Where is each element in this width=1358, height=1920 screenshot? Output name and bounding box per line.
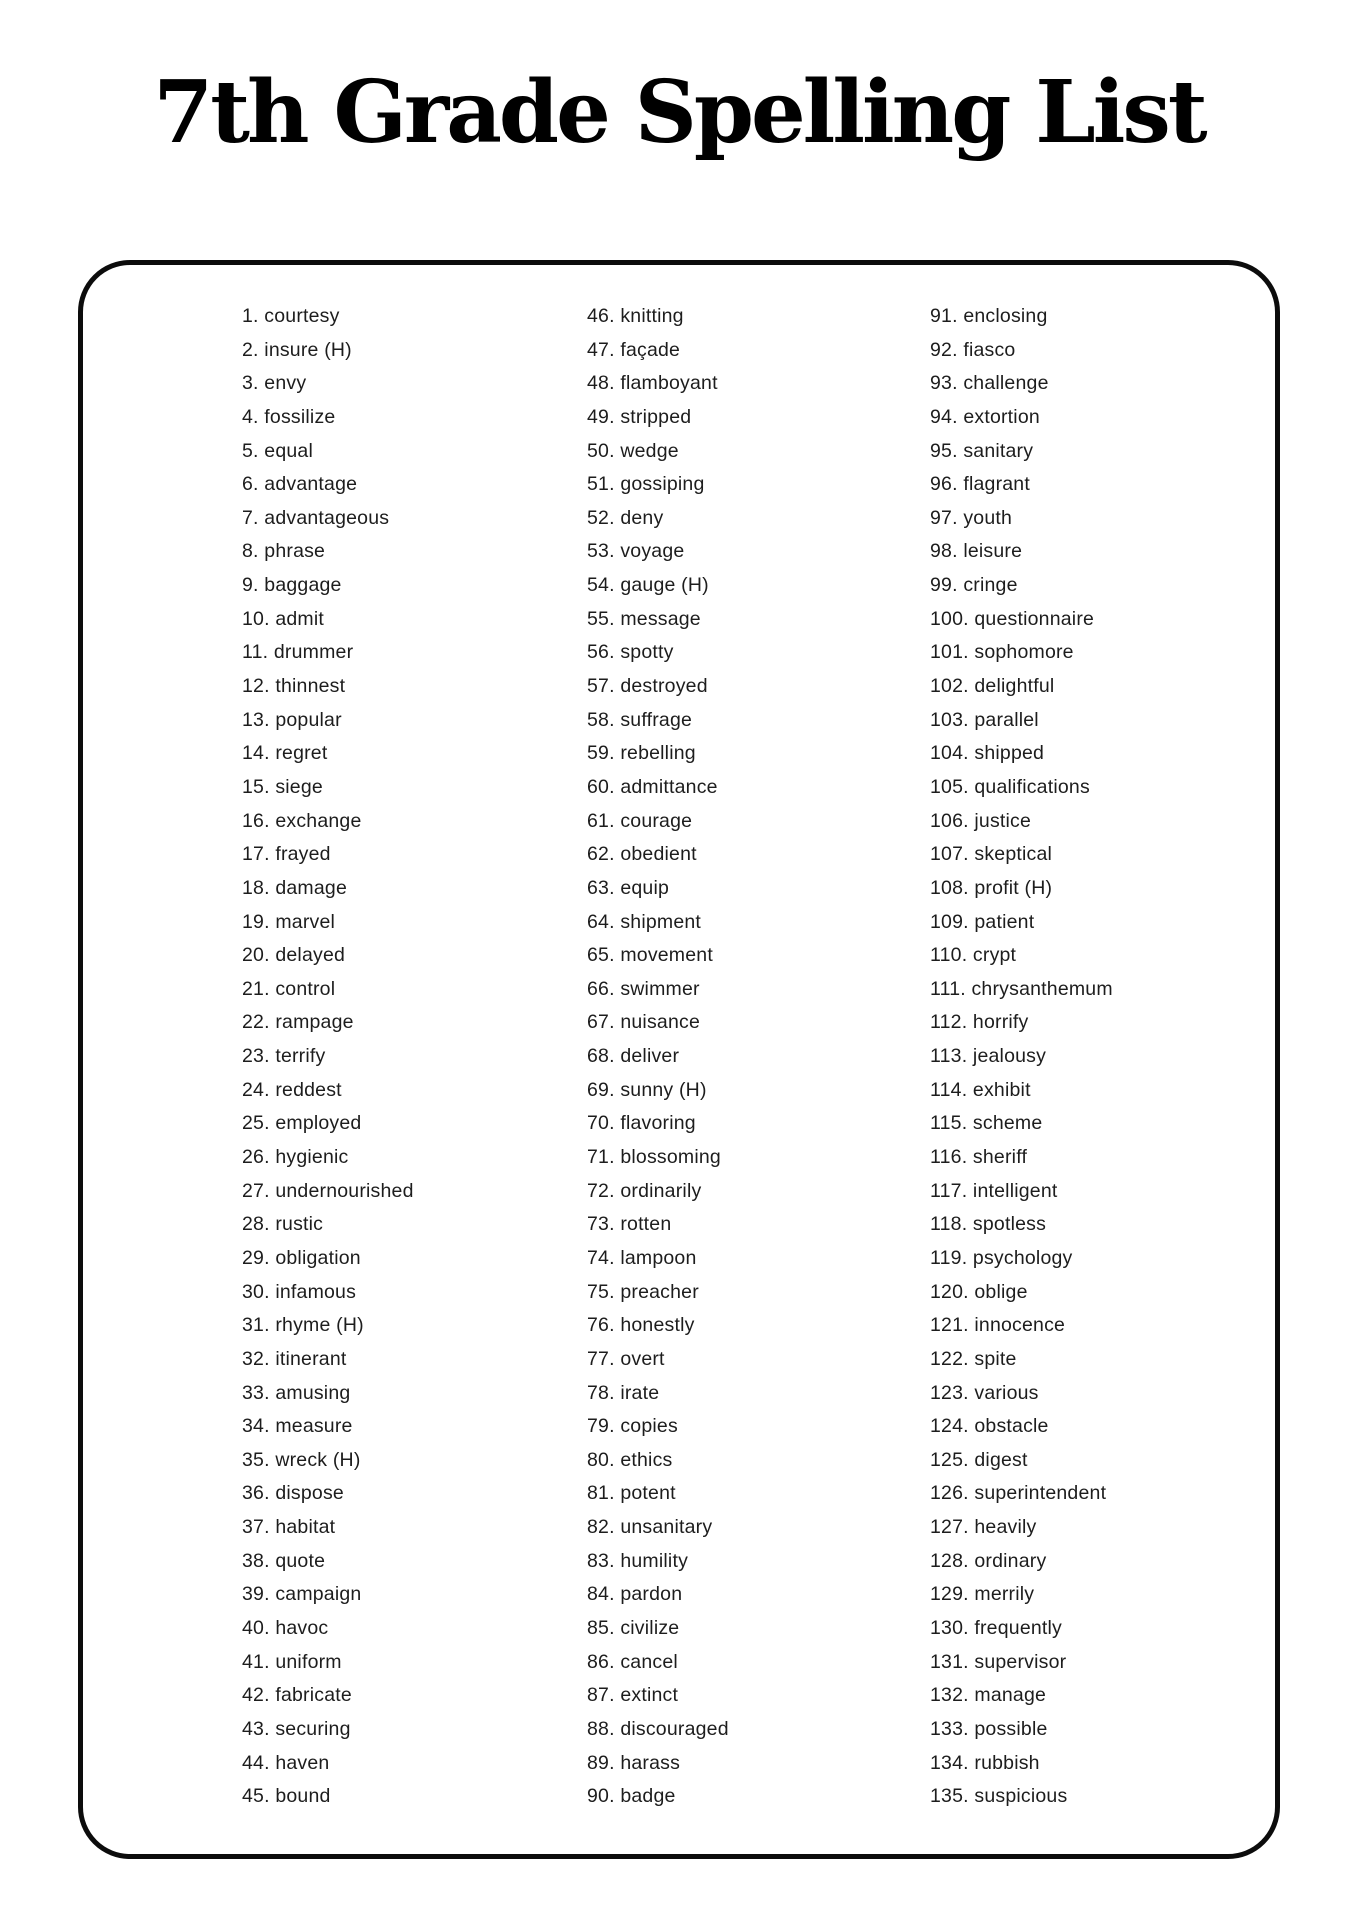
- list-item: 15. siege: [242, 775, 323, 798]
- list-item: 9. baggage: [242, 574, 342, 597]
- list-item: 91. enclosing: [930, 305, 1048, 327]
- list-item: 77. overt: [587, 1347, 665, 1370]
- list-item: 36. dispose: [242, 1482, 344, 1505]
- list-item: 123. various: [930, 1381, 1039, 1404]
- list-item: 34. measure: [242, 1415, 353, 1438]
- list-item: 85. civilize: [587, 1616, 680, 1639]
- list-item: 51. gossiping: [587, 473, 705, 496]
- list-item: 52. deny: [587, 506, 664, 529]
- list-item: 56. spotty: [587, 641, 674, 664]
- list-item: 2. insure (H): [242, 338, 352, 361]
- list-item: 38. quote: [242, 1549, 326, 1572]
- list-item: 107. skeptical: [930, 843, 1053, 866]
- list-item: 61. courage: [587, 809, 693, 832]
- list-item: 31. rhyme (H): [242, 1314, 364, 1337]
- list-item: 19. marvel: [242, 910, 336, 933]
- list-item: 41. uniform: [242, 1650, 342, 1673]
- list-item: 94. extortion: [930, 405, 1040, 428]
- list-item: 88. discouraged: [587, 1717, 729, 1740]
- list-item: 70. flavoring: [587, 1112, 696, 1135]
- list-item: 103. parallel: [930, 708, 1039, 731]
- list-item: 4. fossilize: [242, 405, 336, 428]
- list-item: 117. intelligent: [930, 1179, 1058, 1202]
- list-item: 76. honestly: [587, 1314, 695, 1337]
- list-item: 18. damage: [242, 876, 347, 899]
- list-item: 8. phrase: [242, 540, 326, 563]
- list-item: 101. sophomore: [930, 641, 1074, 664]
- list-item: 115. scheme: [930, 1112, 1043, 1135]
- list-item: 125. digest: [930, 1448, 1028, 1471]
- list-item: 72. ordinarily: [587, 1179, 702, 1202]
- list-item: 23. terrify: [242, 1045, 326, 1068]
- list-item: 17. frayed: [242, 843, 331, 866]
- list-item: 39. campaign: [242, 1583, 362, 1606]
- list-item: 120. oblige: [930, 1280, 1028, 1303]
- list-item: 25. employed: [242, 1112, 362, 1135]
- list-item: 82. unsanitary: [587, 1516, 713, 1539]
- list-item: 112. horrify: [930, 1011, 1029, 1034]
- list-item: 10. admit: [242, 607, 325, 630]
- list-item: 134. rubbish: [930, 1751, 1040, 1774]
- list-item: 48. flamboyant: [587, 372, 718, 395]
- list-item: 110. crypt: [930, 944, 1017, 967]
- list-item: 26. hygienic: [242, 1146, 349, 1169]
- list-item: 47. façade: [587, 338, 681, 361]
- list-item: 58. suffrage: [587, 708, 693, 731]
- list-item: 111. chrysanthemum: [930, 977, 1113, 1000]
- list-item: 32. itinerant: [242, 1347, 347, 1370]
- list-item: 97. youth: [930, 506, 1013, 529]
- list-item: 27. undernourished: [242, 1179, 414, 1202]
- list-item: 53. voyage: [587, 540, 685, 563]
- list-item: 80. ethics: [587, 1448, 673, 1471]
- list-item: 66. swimmer: [587, 977, 700, 1000]
- list-item: 78. irate: [587, 1381, 660, 1404]
- list-item: 45. bound: [242, 1785, 331, 1808]
- list-item: 16. exchange: [242, 809, 362, 832]
- list-item: 99. cringe: [930, 574, 1018, 597]
- word-column-1: [242, 300, 414, 1814]
- list-item: 95. sanitary: [930, 439, 1034, 462]
- list-item: 118. spotless: [930, 1213, 1047, 1236]
- list-item: 12. thinnest: [242, 675, 346, 698]
- list-item: 1. courtesy: [242, 305, 340, 327]
- list-item: 6. advantage: [242, 473, 358, 496]
- list-item: 129. merrily: [930, 1583, 1035, 1606]
- list-item: 86. cancel: [587, 1650, 678, 1673]
- list-item: 54. gauge (H): [587, 574, 709, 597]
- list-item: 11. drummer: [242, 641, 354, 664]
- list-item: 14. regret: [242, 742, 328, 765]
- list-item: 108. profit (H): [930, 876, 1053, 899]
- list-item: 89. harass: [587, 1751, 681, 1774]
- list-item: 128. ordinary: [930, 1549, 1047, 1572]
- list-item: 79. copies: [587, 1415, 678, 1438]
- list-item: 28. rustic: [242, 1213, 324, 1236]
- list-item: 105. qualifications: [930, 775, 1090, 798]
- list-item: 65. movement: [587, 944, 713, 967]
- list-item: 44. haven: [242, 1751, 330, 1774]
- list-item: 109. patient: [930, 910, 1035, 933]
- list-item: 13. popular: [242, 708, 342, 731]
- list-item: 64. shipment: [587, 910, 702, 933]
- list-item: 42. fabricate: [242, 1684, 352, 1707]
- list-item: 57. destroyed: [587, 675, 708, 698]
- list-item: 100. questionnaire: [930, 607, 1095, 630]
- list-item: 92. fiasco: [930, 338, 1016, 361]
- list-item: 35. wreck (H): [242, 1448, 361, 1471]
- list-item: 21. control: [242, 977, 336, 1000]
- list-item: 22. rampage: [242, 1011, 354, 1034]
- list-item: 90. badge: [587, 1785, 676, 1808]
- list-item: 121. innocence: [930, 1314, 1066, 1337]
- list-item: 69. sunny (H): [587, 1078, 707, 1101]
- list-item: 131. supervisor: [930, 1650, 1067, 1673]
- list-item: 46. knitting: [587, 305, 684, 327]
- list-item: 130. frequently: [930, 1616, 1063, 1639]
- list-item: 37. habitat: [242, 1516, 336, 1539]
- list-item: 96. flagrant: [930, 473, 1030, 496]
- list-item: 71. blossoming: [587, 1146, 721, 1169]
- list-item: 50. wedge: [587, 439, 679, 462]
- list-item: 133. possible: [930, 1717, 1048, 1740]
- list-item: 87. extinct: [587, 1684, 679, 1707]
- list-item: 93. challenge: [930, 372, 1049, 395]
- list-item: 116. sheriff: [930, 1146, 1028, 1169]
- list-item: 114. exhibit: [930, 1078, 1031, 1101]
- list-item: 3. envy: [242, 372, 307, 395]
- list-item: 68. deliver: [587, 1045, 680, 1068]
- list-item: 127. heavily: [930, 1516, 1037, 1539]
- list-item: 83. humility: [587, 1549, 689, 1572]
- list-item: 122. spite: [930, 1347, 1017, 1370]
- word-column-2: [587, 300, 729, 1814]
- list-item: 30. infamous: [242, 1280, 357, 1303]
- list-item: 119. psychology: [930, 1246, 1073, 1269]
- list-item: 135. suspicious: [930, 1785, 1068, 1808]
- list-item: 5. equal: [242, 439, 313, 462]
- list-item: 49. stripped: [587, 405, 692, 428]
- list-item: 59. rebelling: [587, 742, 696, 765]
- list-item: 124. obstacle: [930, 1415, 1049, 1438]
- list-item: 29. obligation: [242, 1246, 361, 1269]
- list-item: 24. reddest: [242, 1078, 342, 1101]
- list-item: 33. amusing: [242, 1381, 351, 1404]
- list-item: 132. manage: [930, 1684, 1047, 1707]
- word-column-3: [930, 300, 1113, 1814]
- list-item: 63. equip: [587, 876, 670, 899]
- list-item: 84. pardon: [587, 1583, 683, 1606]
- list-item: 60. admittance: [587, 775, 718, 798]
- list-item: 40. havoc: [242, 1616, 329, 1639]
- list-item: 81. potent: [587, 1482, 676, 1505]
- list-item: 102. delightful: [930, 675, 1055, 698]
- list-item: 104. shipped: [930, 742, 1045, 765]
- list-item: 67. nuisance: [587, 1011, 700, 1034]
- list-item: 113. jealousy: [930, 1045, 1047, 1068]
- list-item: 20. delayed: [242, 944, 346, 967]
- list-item: 98. leisure: [930, 540, 1023, 563]
- list-item: 126. superintendent: [930, 1482, 1107, 1505]
- list-item: 75. preacher: [587, 1280, 699, 1303]
- list-item: 43. securing: [242, 1717, 351, 1740]
- list-item: 74. lampoon: [587, 1246, 697, 1269]
- list-item: 62. obedient: [587, 843, 697, 866]
- list-item: 7. advantageous: [242, 506, 390, 529]
- page-title: 7th Grade Spelling List: [153, 62, 1205, 163]
- list-item: 55. message: [587, 607, 701, 630]
- list-item: 106. justice: [930, 809, 1032, 832]
- list-item: 73. rotten: [587, 1213, 672, 1236]
